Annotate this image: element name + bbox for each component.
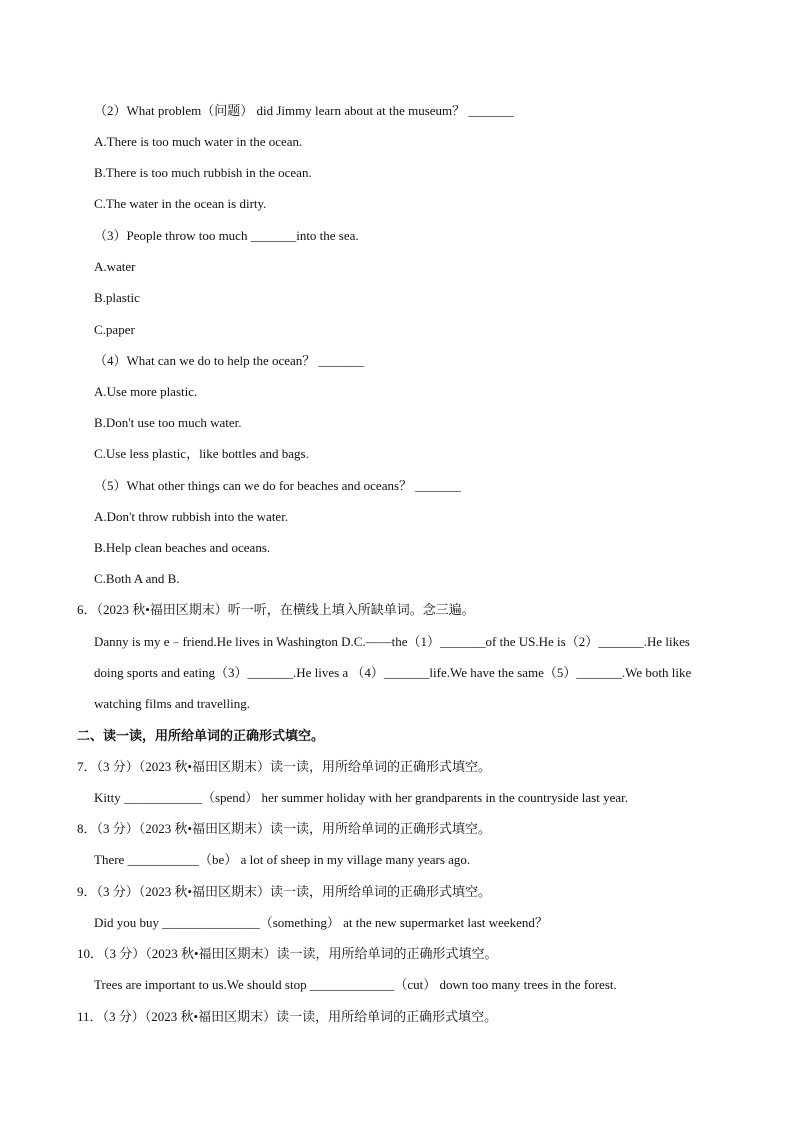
q7-heading: 7．（3 分）（2023 秋•福田区期末）读一读，用所给单词的正确形式填空。 bbox=[77, 759, 492, 774]
q5-2-question: （2）What problem（问题） did Jimmy learn about at the museum？ _______ bbox=[94, 103, 514, 118]
q5-5-option-c: C.Both A and B. bbox=[94, 571, 180, 586]
q5-2-option-a: A.There is too much water in the ocean. bbox=[94, 134, 303, 149]
q6-heading: 6．（2023 秋•福田区期末）听一听，在横线上填入所缺单词。念三遍。 bbox=[77, 602, 475, 617]
q6-passage-line-1: Danny is my e﹣friend.He lives in Washington D.C.——the（1）_______of the US.He is（2）_______.He likes bbox=[94, 634, 690, 649]
q10-heading: 10．（3 分）（2023 秋•福田区期末）读一读，用所给单词的正确形式填空。 bbox=[77, 946, 498, 961]
q5-3-option-c: C.paper bbox=[94, 322, 135, 337]
q5-3-option-a: A.water bbox=[94, 259, 136, 274]
q10-sentence: Trees are important to us.We should stop _____________（cut） down too many trees in the forest. bbox=[94, 977, 617, 992]
q5-4-option-a: A.Use more plastic. bbox=[94, 384, 198, 399]
q5-4-option-c: C.Use less plastic，like bottles and bags. bbox=[94, 446, 309, 461]
q5-3-question: （3）People throw too much _______into the sea. bbox=[94, 228, 359, 243]
q7-sentence: Kitty ____________（spend） her summer holiday with her grandparents in the countryside last year. bbox=[94, 790, 628, 805]
q11-heading: 11．（3 分）（2023 秋•福田区期末）读一读，用所给单词的正确形式填空。 bbox=[77, 1009, 498, 1024]
q5-4-question: （4）What can we do to help the ocean？ _______ bbox=[94, 353, 365, 368]
q5-2-option-c: C.The water in the ocean is dirty. bbox=[94, 196, 267, 211]
q9-heading: 9．（3 分）（2023 秋•福田区期末）读一读，用所给单词的正确形式填空。 bbox=[77, 884, 492, 899]
q8-heading: 8．（3 分）（2023 秋•福田区期末）读一读，用所给单词的正确形式填空。 bbox=[77, 821, 492, 836]
q5-3-option-b: B.plastic bbox=[94, 290, 140, 305]
section-2-heading: 二、读一读，用所给单词的正确形式填空。 bbox=[77, 728, 325, 743]
q5-4-option-b: B.Don't use too much water. bbox=[94, 415, 242, 430]
q5-2-option-b: B.There is too much rubbish in the ocean. bbox=[94, 165, 312, 180]
q6-passage-line-2: doing sports and eating（3）_______.He lives a （4）_______life.We have the same（5）_______.We both like bbox=[94, 665, 692, 680]
q5-5-option-b: B.Help clean beaches and oceans. bbox=[94, 540, 271, 555]
q6-passage-line-3: watching films and travelling. bbox=[94, 696, 250, 711]
q5-5-question: （5）What other things can we do for beaches and oceans？ _______ bbox=[94, 478, 461, 493]
q9-sentence: Did you buy _______________（something） at the new supermarket last weekend？ bbox=[94, 915, 548, 930]
q5-5-option-a: A.Don't throw rubbish into the water. bbox=[94, 509, 289, 524]
q8-sentence: There ___________（be） a lot of sheep in my village many years ago. bbox=[94, 852, 471, 867]
